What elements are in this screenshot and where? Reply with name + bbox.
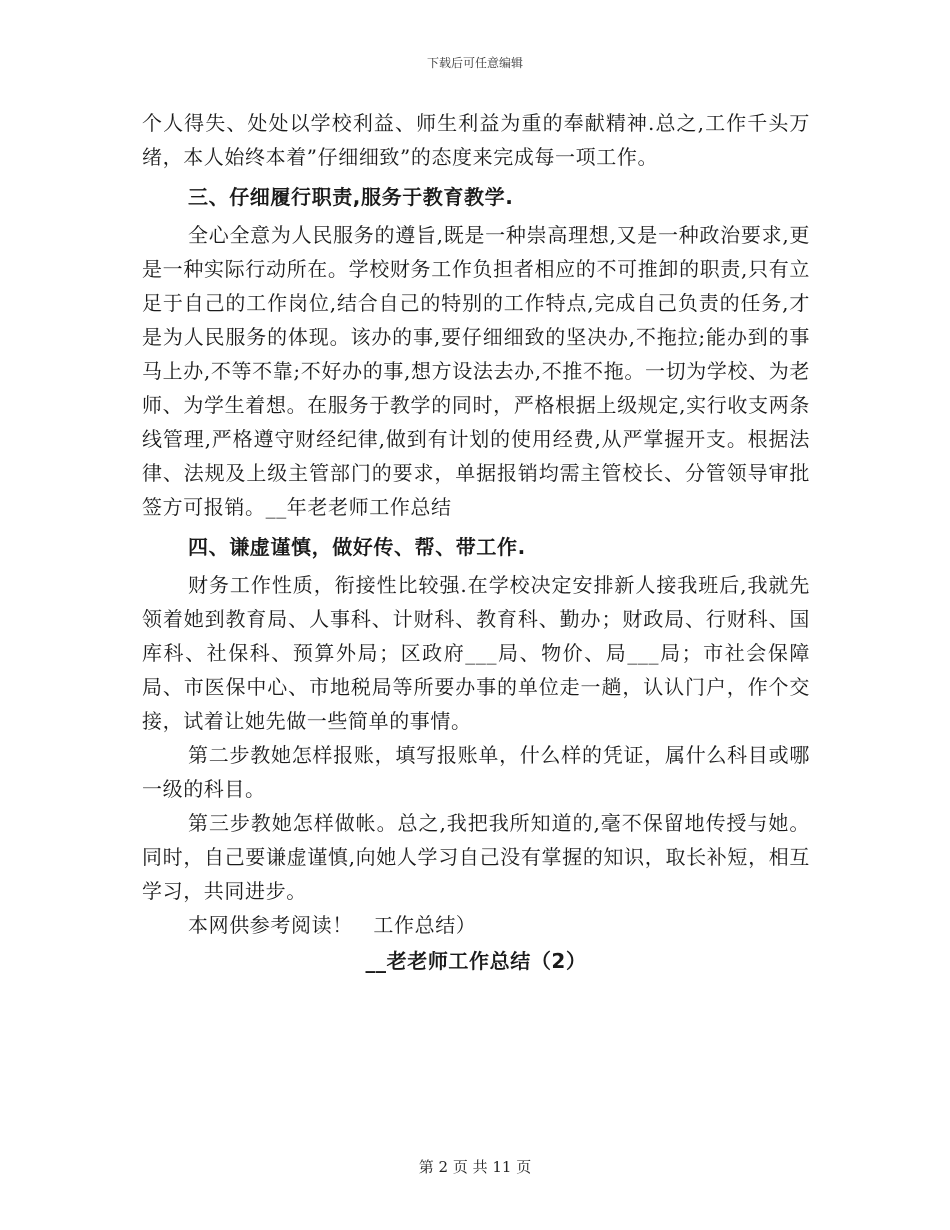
paragraph-reference-note: 本网供参考阅读！ 工作总结） xyxy=(188,913,477,937)
paragraph-intro: 个人得失、处处以学校利益、师生利益为重的奉献精神.总之,工作千头万绪，本人始终本着”仔细细致”的态度来完成每一项工作。 xyxy=(142,111,810,169)
document-body xyxy=(142,106,810,978)
paragraph-step-two: 第二步教她怎样报账，填写报账单，什么样的凭证，属什么科目或哪一级的科目。 xyxy=(142,743,810,801)
section-heading-3: 三、仔细履行职责,服务于教育教学. xyxy=(188,185,514,209)
paragraph-step-three: 第三步教她怎样做帐。总之,我把我所知道的,毫不保留地传授与她。同时，自己要谦虚谨慎,向她人学习自己没有掌握的知识，取长补短，相互学习，共同进步。 xyxy=(142,811,810,903)
next-section-title: __老老师工作总结（2） xyxy=(365,949,587,973)
paragraph-duties: 全心全意为人民服务的遵旨,既是一种崇高理想,又是一种政治要求,更是一种实际行动所在。学校财务工作负担者相应的不可推卸的职责,只有立足于自己的工作岗位,结合自己的特别的工作特点,完成自己负责的任务,才是为人民服务的体现。该办的事,要仔细细致的坚决办,不拖拉;能办到的事马上办,不等不靠;不好办的事,想方设法去办,不推不拖。一切为学校、为老师、为学生着想。在服务于教学的同时，严格根据上级规定,实行收支两条线管理,严格遵守财经纪律,做到有计划的使用经费,从严掌握开支。根据法律、法规及上级主管部门的要求，单据报销均需主管校长、分管领导审批签方可报销。__年老老师工作总结 xyxy=(142,223,810,519)
page-header: 下载后可任意编辑 xyxy=(426,56,523,70)
paragraph-handover: 财务工作性质，衔接性比较强.在学校决定安排新人接我班后,我就先领着她到教育局、人事科、计财科、教育科、勤办；财政局、行财科、国库科、社保科、预算外局；区政府___局、物价、局___局；市社会保障局、市医保中心、市地税局等所要办事的单位走一趟，认认门户，作个交接，试着让她先做一些简单的事情。 xyxy=(142,573,810,733)
page-number: 第 2 页 共 11 页 xyxy=(418,1158,532,1176)
section-heading-4: 四、谦虚谨慎，做好传、帮、带工作. xyxy=(188,535,526,559)
